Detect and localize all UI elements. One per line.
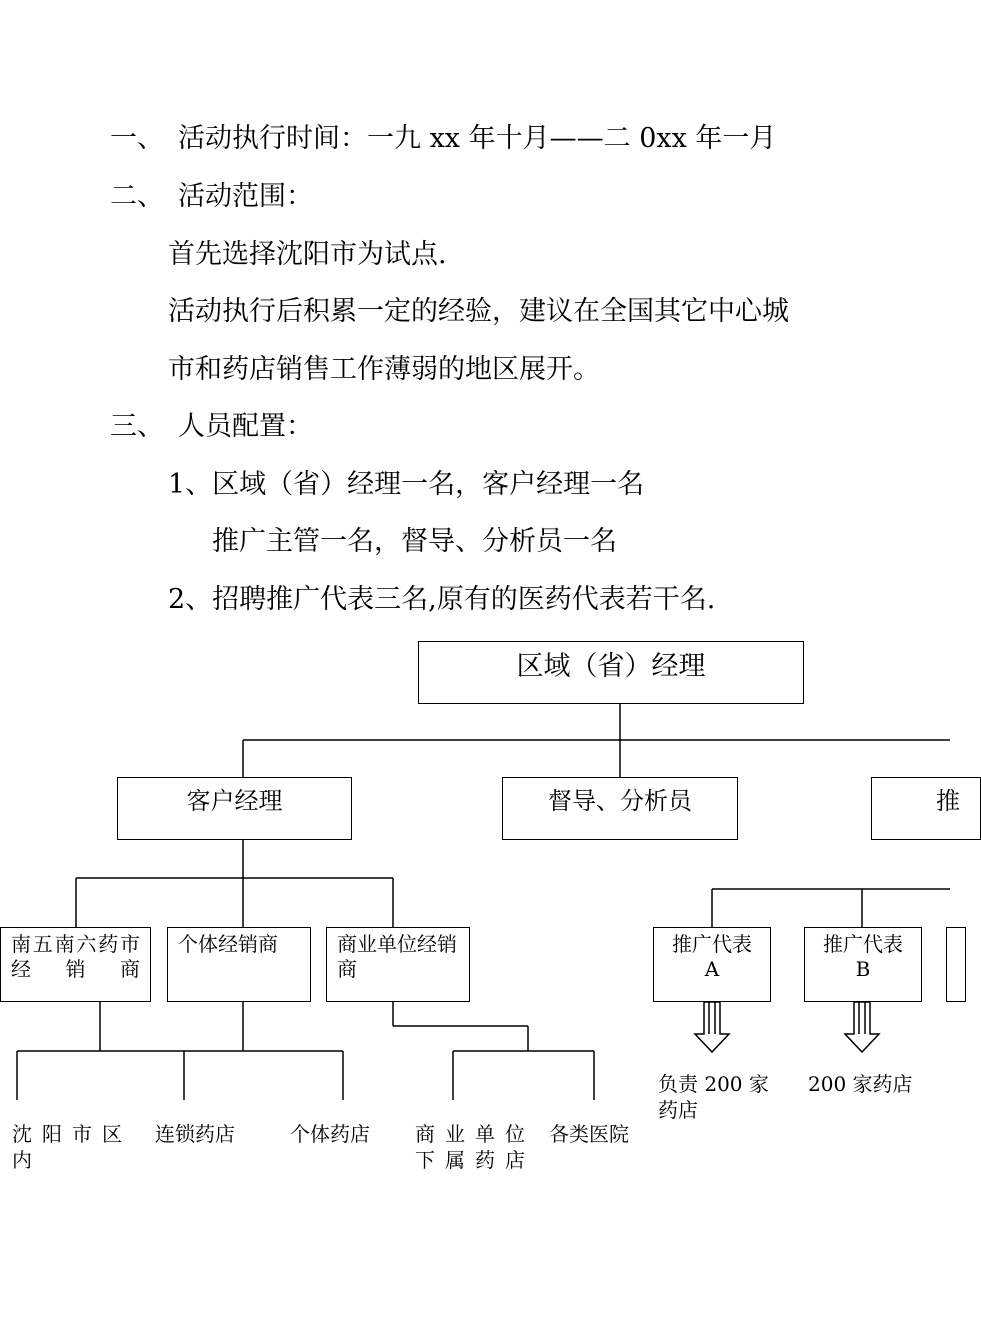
scope-line-1: 首先选择沈阳市为试点. [168,239,447,270]
rep-box-a [653,927,771,1002]
section-3-number: 三、 [110,411,164,442]
leaf-label-3: 个体药店 [290,1122,370,1146]
rep-label-b: 推广代表 B [823,932,903,981]
rep-box-c-partial [946,927,966,1002]
leaf-label-1: 沈 阳 市 区 内 [12,1122,122,1172]
rep-a-note: 负责 200 家药店 [658,1072,769,1122]
rep-b-note: 200 家药店 [808,1072,913,1096]
section-1-number: 一、 [110,123,164,154]
rep-label-a: 推广代表 A [672,932,752,981]
dealer-label-1: 南五南六药市经销商 [11,932,140,981]
leaf-label-2: 连锁药店 [155,1122,235,1146]
section-2-text: 活动范围： [178,181,313,212]
scope-line-3: 市和药店销售工作薄弱的地区展开。 [168,354,600,385]
org-supervisor-label: 督导、分析员 [548,787,692,815]
scope-line-2: 活动执行后积累一定的经验，建议在全国其它中心城 [168,296,789,327]
org-root-label: 区域（省）经理 [516,651,706,682]
org-root-box [418,641,804,704]
dealer-box-2 [167,927,311,1002]
org-supervisor-box [502,777,738,840]
leaf-label-5: 各类医院 [549,1122,629,1146]
staffing-line-1: 1、区域（省）经理一名，客户经理一名 [168,469,645,500]
down-arrow-icons [695,1002,879,1052]
org-manager-label: 客户经理 [186,787,283,815]
down-arrow-icon-a [695,1002,729,1052]
section-2-number: 二、 [110,181,164,212]
down-arrow-icon-b [845,1002,879,1052]
staffing-line-2: 推广主管一名，督导、分析员一名 [212,526,617,557]
staffing-line-3: 2、招聘推广代表三名,原有的医药代表若干名. [168,584,716,615]
org-third-label: 推 [936,787,960,815]
dealer-label-2: 个体经销商 [178,932,278,956]
dealer-box-1 [0,927,151,1002]
org-manager-box [117,777,352,840]
org-third-box [871,777,981,840]
dealer-box-3 [326,927,470,1002]
dealer-label-3: 商业单位经销商 [337,932,457,981]
section-1-text: 活动执行时间：一九 xx 年十月——二 0xx 年一月 [178,123,777,154]
section-3-text: 人员配置： [178,411,313,442]
leaf-label-4: 商 业 单 位 下属药店 [415,1122,525,1172]
rep-box-b [804,927,922,1002]
